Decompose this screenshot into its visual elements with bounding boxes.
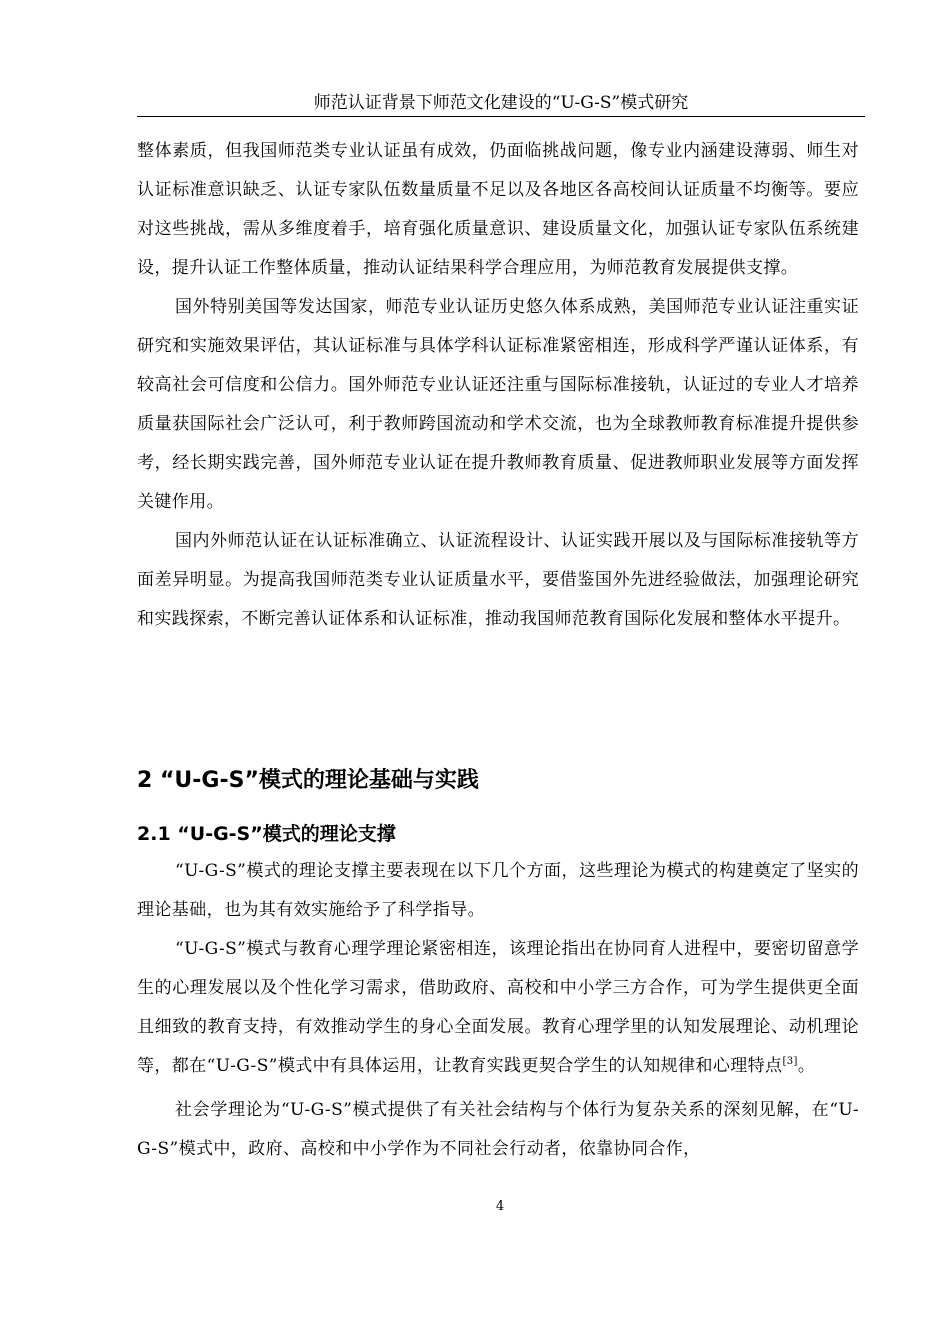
paragraph-educational-psychology — [137, 930, 859, 1086]
subsection-heading: 2.1 “U-G-S”模式的理论支撑 — [137, 823, 396, 845]
page-number: 4 — [495, 1199, 505, 1214]
citation-tail: 。 — [797, 1056, 816, 1076]
section-heading: 2 “U-G-S”模式的理论基础与实践 — [137, 768, 479, 793]
citation-reference[interactable]: [3] — [782, 1056, 798, 1067]
page-footer — [0, 1199, 950, 1215]
paragraph-continued: 整体素质，但我国师范类专业认证虽有成效，仍面临挑战问题，像专业内涵建设薄弱、师生对认证标准意识缺乏、认证专家队伍数量质量不足以及各地区各高校间认证质量不均衡等。要应对这些挑战，需从多维度着手，培育强化质量意识、建设质量文化，加强认证专家队伍系统建设，提升认证工作整体质量，推动认证结果科学合理应用，为师范教育发展提供支撑。 — [137, 141, 859, 278]
paragraph-foreign-accreditation: 国外特别美国等发达国家，师范专业认证历史悠久体系成熟，美国师范专业认证注重实证研究和实施效果评估，其认证标准与具体学科认证标准紧密相连，形成科学严谨认证体系，有较高社会可信度和公信力。国外师范专业认证还注重与国际标准接轨，认证过的专业人才培养质量获国际社会广泛认可，利于教师跨国流动和学术交流，也为全球教师教育标准提升提供参考，经长期实践完善，国外师范专业认证在提升教师教育质量、促进教师职业发展等方面发挥关键作用。 — [137, 297, 859, 512]
page-body — [137, 132, 859, 1159]
section-body — [137, 852, 859, 1169]
running-header — [137, 92, 865, 117]
running-title: 师范认证背景下师范文化建设的“U-G-S”模式研究 — [313, 93, 689, 113]
paragraph-educational-psychology-text: “U-G-S”模式与教育心理学理论紧密相连，该理论指出在协同育人进程中，要密切留意学生的心理发展以及个性化学习需求，借助政府、高校和中小学三方合作，可为学生提供更全面且细致的教育支持，有效推动学生的身心全面发展。教育心理学里的认知发展理论、动机理论等，都在“U-G-S”模式中有具体运用，让教育实践更契合学生的认知规律和心理特点 — [137, 939, 859, 1076]
paragraph-theory-overview: “U-G-S”模式的理论支撑主要表现在以下几个方面，这些理论为模式的构建奠定了坚实的理论基础，也为其有效实施给予了科学指导。 — [137, 861, 859, 920]
paragraph-sociology: 社会学理论为“U-G-S”模式提供了有关社会结构与个体行为复杂关系的深刻见解，在“U-G-S”模式中，政府、高校和中小学作为不同社会行动者，依靠协同合作， — [137, 1100, 859, 1159]
paragraph-comparison: 国内外师范认证在认证标准确立、认证流程设计、认证实践开展以及与国际标准接轨等方面差异明显。为提高我国师范类专业认证质量水平，要借鉴国外先进经验做法，加强理论研究和实践探索，不断完善认证体系和认证标准，推动我国师范教育国际化发展和整体水平提升。 — [137, 531, 859, 629]
